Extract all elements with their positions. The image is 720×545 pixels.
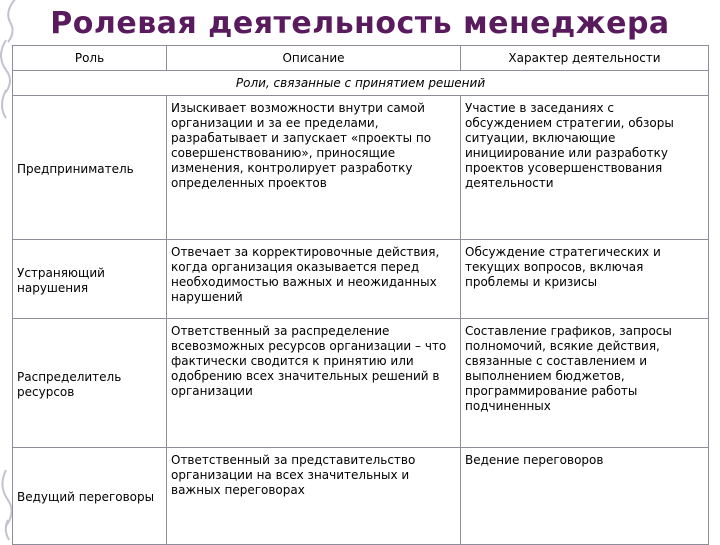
role-cell: Предприниматель — [13, 96, 167, 240]
role-cell: Устраняющий нарушения — [13, 240, 167, 319]
header-activity: Характер деятельности — [461, 46, 709, 71]
role-cell: Ведущий переговоры — [13, 448, 167, 545]
table-header-row — [13, 46, 709, 71]
header-role: Роль — [13, 46, 167, 71]
description-cell: Отвечает за корректировочные действия, когда организация оказывается перед необходимостью важных и неожиданных нарушений — [167, 240, 461, 319]
activity-cell: Обсуждение стратегических и текущих вопросов, включая проблемы и кризисы — [461, 240, 709, 319]
table-row — [13, 96, 709, 240]
description-cell: Ответственный за представительство организации на всех значительных и важных переговорах — [167, 448, 461, 545]
description-cell: Ответственный за распределение всевозможных ресурсов организации – что фактически сводится к принятию или одобрению всех значительных решений в организации — [167, 319, 461, 448]
activity-cell: Составление графиков, запросы полномочий, всякие действия, связанные с составлением и выполнением бюджетов, программирование работы подчиненных — [461, 319, 709, 448]
role-cell: Распределитель ресурсов — [13, 319, 167, 448]
activity-cell: Участие в заседаниях с обсуждением стратегии, обзоры ситуации, включающие инициирование или разработку проектов усовершенствования деятельности — [461, 96, 709, 240]
table-row — [13, 448, 709, 545]
table-row — [13, 319, 709, 448]
page-title: Ролевая деятельность менеджера — [50, 6, 670, 41]
table-row — [13, 240, 709, 319]
section-row — [13, 71, 709, 96]
header-description: Описание — [167, 46, 461, 71]
roles-table — [12, 45, 709, 545]
section-label: Роли, связанные с принятием решений — [13, 71, 709, 96]
activity-cell: Ведение переговоров — [461, 448, 709, 545]
description-cell: Изыскивает возможности внутри самой организации и за ее пределами, разрабатывает и запускает «проекты по совершенствованию», приносящие изменения, контролирует разработку определенных проектов — [167, 96, 461, 240]
